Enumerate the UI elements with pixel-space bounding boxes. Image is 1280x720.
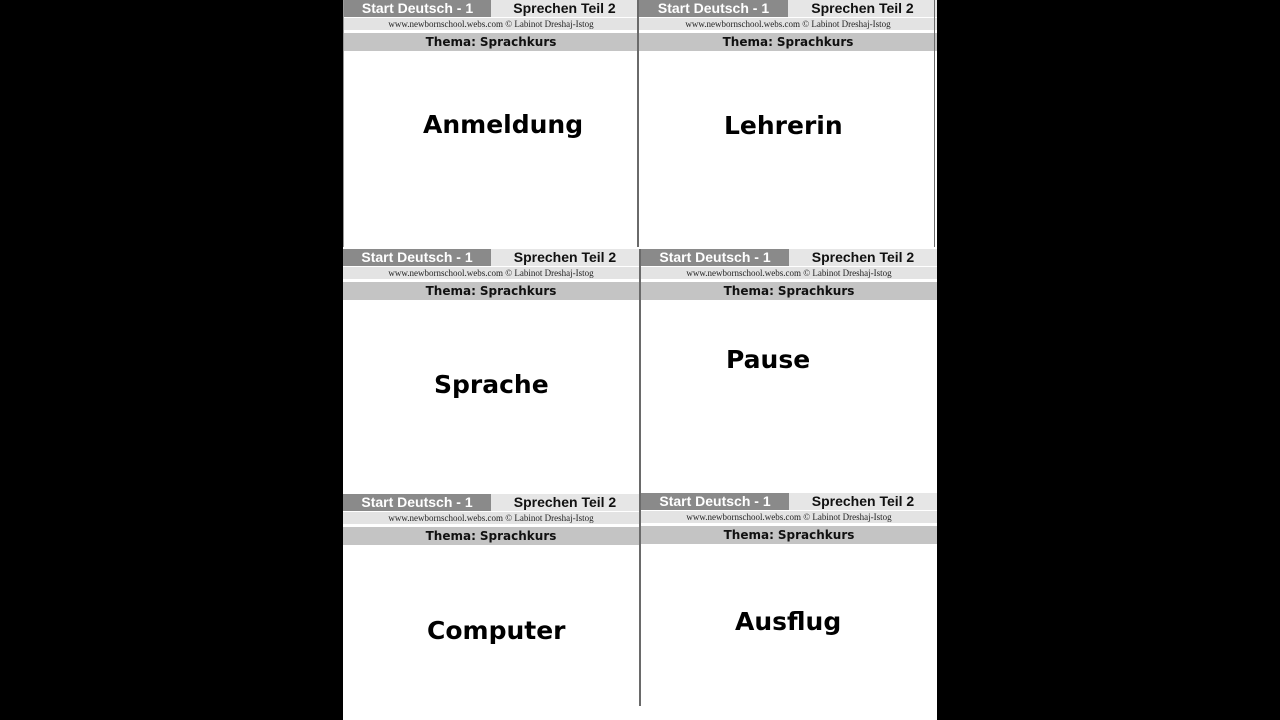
- thema-prefix: Thema:: [722, 35, 773, 49]
- credit-site: www.newbornschool.webs.com: [686, 268, 802, 278]
- thema-bar: [343, 527, 639, 545]
- thema-value: Sprachkurs: [479, 529, 557, 543]
- thema-prefix: Thema:: [425, 529, 476, 543]
- thema-value: Sprachkurs: [776, 35, 854, 49]
- card-header-bar: [343, 249, 639, 266]
- credit-line: [343, 512, 639, 524]
- course-label: Start Deutsch - 1: [641, 493, 789, 510]
- card-word: Sprache: [434, 370, 549, 399]
- thema-prefix: Thema:: [723, 528, 774, 542]
- section-label: Sprechen Teil 2: [788, 0, 937, 17]
- column-divider-bottom: [639, 249, 641, 706]
- credit-author: © Labinot Dreshaj-Istog: [505, 268, 594, 278]
- card-header-bar: [639, 0, 937, 17]
- right-edge-line: [934, 0, 935, 247]
- section-label: Sprechen Teil 2: [491, 494, 639, 511]
- credit-line: [641, 267, 937, 279]
- credit-line: [343, 267, 639, 279]
- thema-value: Sprachkurs: [777, 528, 855, 542]
- section-label: Sprechen Teil 2: [789, 493, 937, 510]
- credit-site: www.newbornschool.webs.com: [388, 19, 504, 29]
- worksheet-page: [343, 0, 937, 720]
- word-card-3: [343, 249, 639, 494]
- card-word: Computer: [427, 616, 566, 645]
- card-header-bar: [641, 493, 937, 510]
- word-card-4: [641, 249, 937, 494]
- credit-author: © Labinot Dreshaj-Istog: [803, 268, 892, 278]
- thema-prefix: Thema:: [723, 284, 774, 298]
- card-header-bar: [344, 0, 638, 17]
- word-card-6: [641, 493, 937, 720]
- thema-bar: [343, 282, 639, 300]
- thema-bar: [639, 33, 937, 51]
- course-label: Start Deutsch - 1: [344, 0, 491, 17]
- course-label: Start Deutsch - 1: [343, 494, 491, 511]
- section-label: Sprechen Teil 2: [789, 249, 937, 266]
- section-label: Sprechen Teil 2: [491, 0, 638, 17]
- word-card-1: [343, 0, 638, 247]
- thema-bar: [641, 282, 937, 300]
- credit-author: © Labinot Dreshaj-Istog: [505, 19, 594, 29]
- thema-value: Sprachkurs: [479, 284, 557, 298]
- credit-line: [344, 18, 638, 30]
- word-card-2: [639, 0, 937, 247]
- credit-site: www.newbornschool.webs.com: [388, 268, 504, 278]
- credit-site: www.newbornschool.webs.com: [685, 19, 801, 29]
- card-header-bar: [641, 249, 937, 266]
- thema-prefix: Thema:: [425, 284, 476, 298]
- course-label: Start Deutsch - 1: [641, 249, 789, 266]
- word-card-5: [343, 494, 639, 720]
- credit-line: [641, 511, 937, 523]
- thema-bar: [344, 33, 638, 51]
- credit-author: © Labinot Dreshaj-Istog: [505, 513, 594, 523]
- section-label: Sprechen Teil 2: [491, 249, 639, 266]
- card-word: Ausflug: [735, 607, 842, 636]
- card-word: Pause: [726, 345, 811, 374]
- thema-bar: [641, 526, 937, 544]
- credit-site: www.newbornschool.webs.com: [388, 513, 504, 523]
- course-label: Start Deutsch - 1: [639, 0, 788, 17]
- credit-site: www.newbornschool.webs.com: [686, 512, 802, 522]
- thema-value: Sprachkurs: [777, 284, 855, 298]
- column-divider-top: [637, 0, 639, 247]
- thema-prefix: Thema:: [425, 35, 476, 49]
- card-word: Anmeldung: [423, 110, 584, 139]
- credit-line: [639, 18, 937, 30]
- card-header-bar: [343, 494, 639, 511]
- credit-author: © Labinot Dreshaj-Istog: [803, 512, 892, 522]
- credit-author: © Labinot Dreshaj-Istog: [802, 19, 891, 29]
- course-label: Start Deutsch - 1: [343, 249, 491, 266]
- thema-value: Sprachkurs: [479, 35, 557, 49]
- card-word: Lehrerin: [724, 111, 843, 140]
